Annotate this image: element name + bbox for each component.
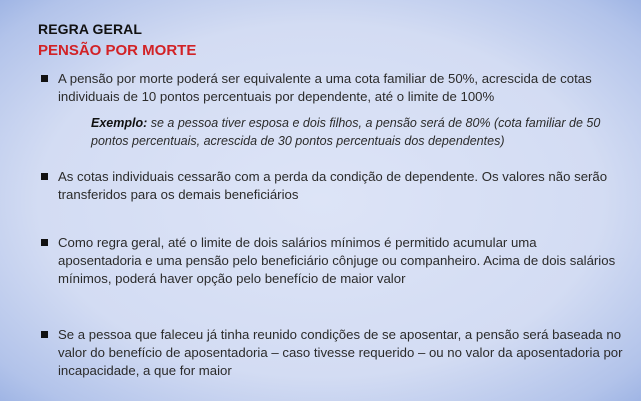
section-label: REGRA GERAL bbox=[38, 21, 143, 37]
list-item bbox=[38, 326, 623, 380]
square-bullet-icon bbox=[41, 331, 48, 338]
example-text: se a pessoa tiver esposa e dois filhos, a pensão será de 80% (cota familiar de 50 pontos percentuais, acrescida de 30 pontos percentuais dos dependentes) bbox=[91, 116, 601, 148]
list-item-text: As cotas individuais cessarão com a perda da condição de dependente. Os valores não serão transferidos para os demais beneficiários bbox=[58, 169, 608, 202]
example-note bbox=[91, 114, 623, 150]
list-item bbox=[38, 70, 623, 106]
list-item-text: A pensão por morte poderá ser equivalente a uma cota familiar de 50%, acrescida de cotas individuais de 10 pontos percentuais por dependente, até o limite de 100% bbox=[58, 71, 592, 104]
panel-content bbox=[38, 21, 623, 380]
square-bullet-icon bbox=[41, 173, 48, 180]
list-item-text: Se a pessoa que faleceu já tinha reunido condições de se aposentar, a pensão será baseada no valor do benefício de aposentadoria – caso tivesse requerido – ou no valor da aposentadoria por incapacidade, a que for maior bbox=[58, 327, 623, 378]
list-item bbox=[38, 234, 623, 288]
example-lead: Exemplo: bbox=[91, 116, 148, 130]
square-bullet-icon bbox=[41, 75, 48, 82]
list-item-text: Como regra geral, até o limite de dois salários mínimos é permitido acumular uma aposentadoria e uma pensão pelo beneficiário cônjuge ou companheiro. Acima de dois salários mínimos, poderá haver opção pelo benefício de maior valor bbox=[58, 235, 616, 286]
list-item bbox=[38, 168, 623, 204]
section-title: PENSÃO POR MORTE bbox=[38, 42, 197, 59]
square-bullet-icon bbox=[41, 239, 48, 246]
